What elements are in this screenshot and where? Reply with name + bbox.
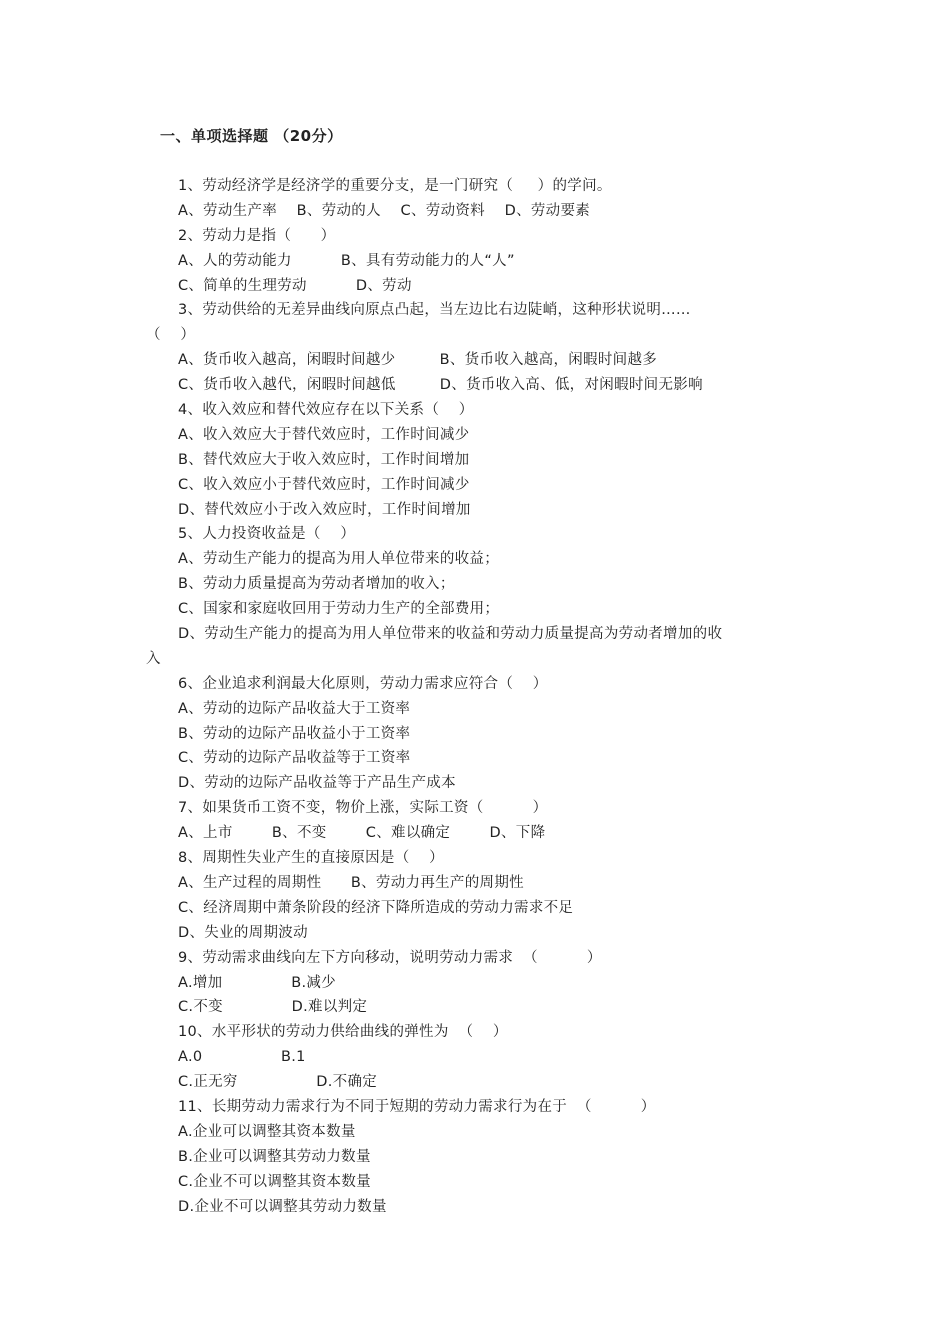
question-list [0,174,950,1219]
text-line: D、替代效应小于改入效应时，工作时间增加 [178,501,471,518]
text-line: A.增加 B.减少 [178,974,336,991]
text-line: C.不变 D.难以判定 [178,999,368,1016]
text-line: A、上市 B、不变 C、难以确定 D、下降 [178,825,546,842]
text-line: C、劳动的边际产品收益等于工资率 [178,750,411,767]
text-line: A、人的劳动能力 B、具有劳动能力的人“人” [178,252,515,269]
text-line: 4、收入效应和替代效应存在以下关系（ ） [178,402,474,419]
text-line: A.企业可以调整其资本数量 [178,1123,356,1140]
text-line: 5、人力投资收益是（ ） [178,526,356,543]
text-line: B、替代效应大于收入效应时，工作时间增加 [178,451,470,468]
text-line: C、收入效应小于替代效应时，工作时间减少 [178,476,470,493]
text-line: 11、长期劳动力需求行为不同于短期的劳动力需求行为在于 （ ） [178,1098,656,1115]
text-line: A.0 B.1 [178,1049,306,1066]
text-line: C.企业不可以调整其资本数量 [178,1173,371,1190]
text-line: C、简单的生理劳动 D、劳动 [178,277,412,294]
text-line: B、劳动的边际产品收益小于工资率 [178,725,411,742]
text-line: A、收入效应大于替代效应时，工作时间减少 [178,426,470,443]
text-line: A、生产过程的周期性 B、劳动力再生产的周期性 [178,874,524,891]
text-line: （ ） [146,327,196,344]
text-line: 3、劳动供给的无差异曲线向原点凸起，当左边比右边陡峭，这种形状说明…… [178,302,691,319]
text-line: 1、劳动经济学是经济学的重要分支，是一门研究（ ）的学问。 [178,178,612,194]
text-line: B.企业可以调整其劳动力数量 [178,1148,371,1165]
text-line: D.企业不可以调整其劳动力数量 [178,1198,387,1215]
text-line: 6、企业追求利润最大化原则，劳动力需求应符合（ ） [178,675,548,692]
text-line: A、货币收入越高，闲暇时间越少 B、货币收入越高，闲暇时间越多 [178,352,658,369]
text-line: A、劳动的边际产品收益大于工资率 [178,700,411,717]
text-line: 2、劳动力是指（ ） [178,227,336,244]
text-line: 入 [146,650,161,667]
text-line: B、劳动力质量提高为劳动者增加的收入； [178,576,455,593]
text-line: 8、周期性失业产生的直接原因是（ ） [178,850,444,867]
text-line: C.正无穷 D.不确定 [178,1074,378,1091]
section-title: 一、单项选择题 （20分） [160,127,343,145]
text-line: C、国家和家庭收回用于劳动力生产的全部费用； [178,601,500,618]
text-line: 9、劳动需求曲线向左下方向移动，说明劳动力需求 （ ） [178,949,602,966]
text-line: A、劳动生产能力的提高为用人单位带来的收益； [178,551,500,568]
text-line: D、劳动的边际产品收益等于产品生产成本 [178,775,456,792]
text-line: 10、水平形状的劳动力供给曲线的弹性为 （ ） [178,1024,508,1041]
text-line: D、劳动生产能力的提高为用人单位带来的收益和劳动力质量提高为劳动者增加的收 [178,626,723,643]
text-line: D、失业的周期波动 [178,924,308,941]
text-line: 7、如果货币工资不变，物价上涨，实际工资（ ） [178,800,548,817]
text-line: C、经济周期中萧条阶段的经济下降所造成的劳动力需求不足 [178,899,574,916]
text-line: C、货币收入越代，闲暇时间越低 D、货币收入高、低，对闲暇时间无影响 [178,377,703,394]
text-line: A、劳动生产率 B、劳动的人 C、劳动资料 D、劳动要素 [178,202,591,219]
